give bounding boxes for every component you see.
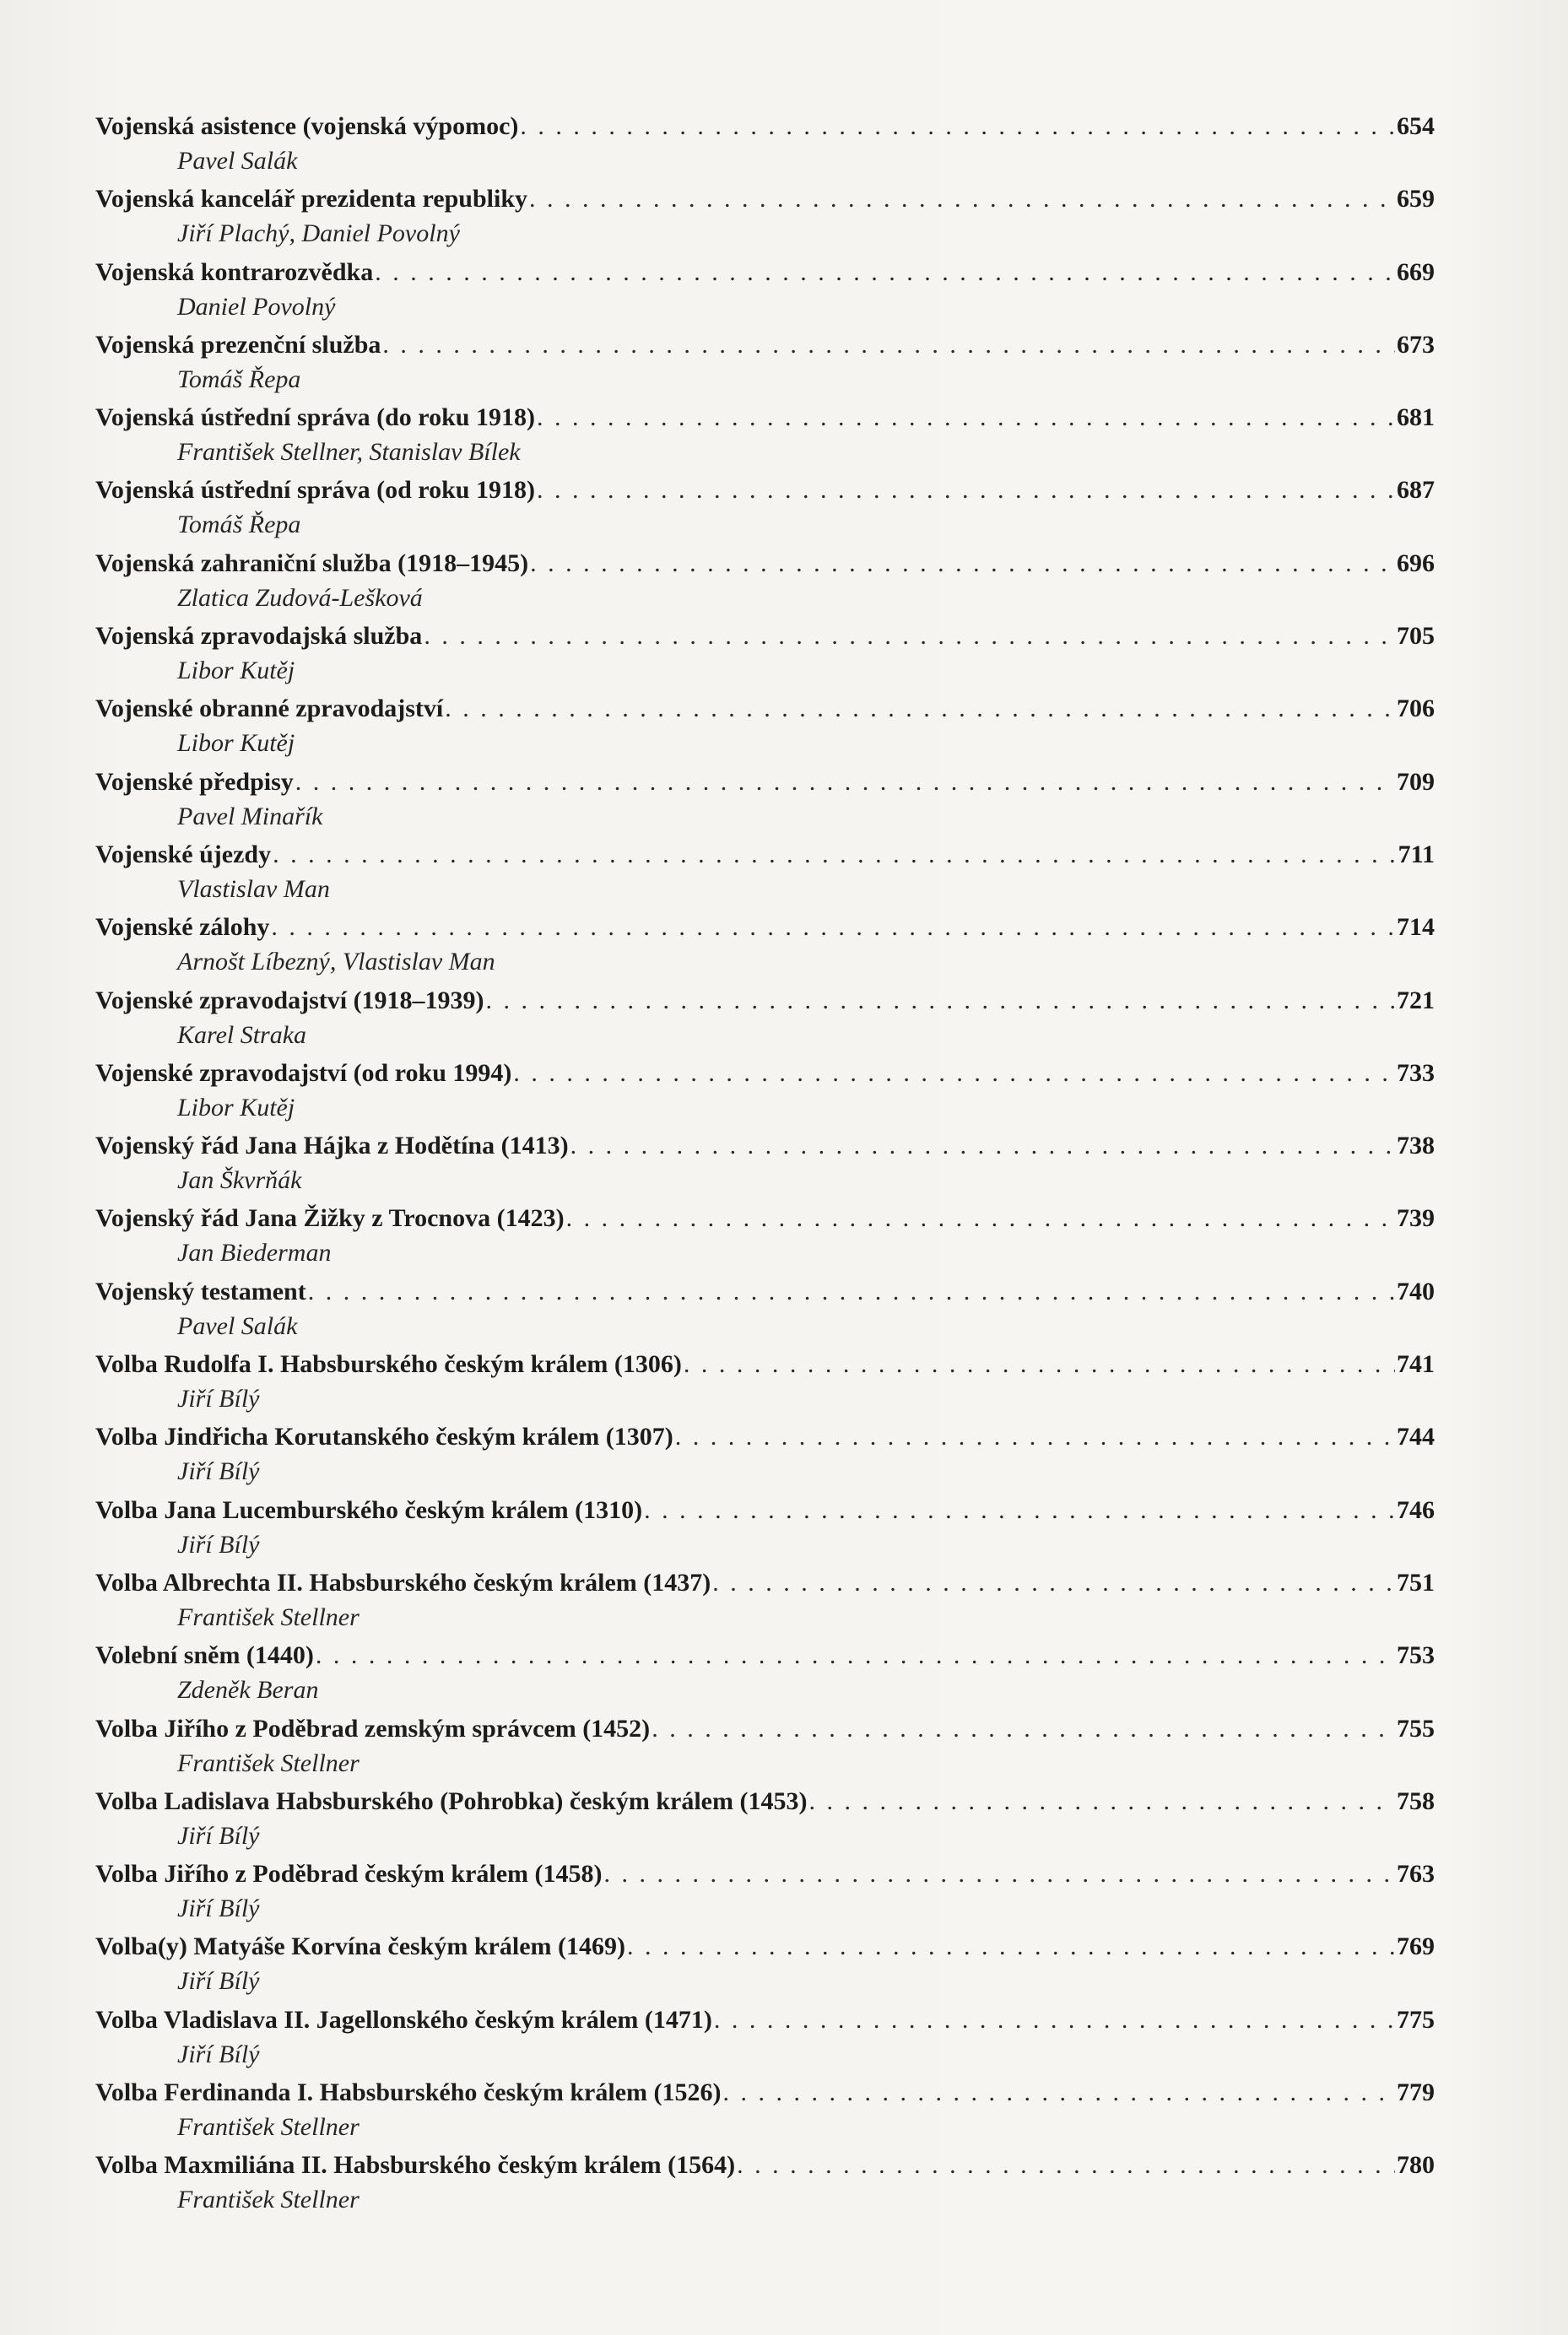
page-number: 739 xyxy=(1397,1204,1435,1233)
toc-entry xyxy=(95,1639,1435,1711)
page-number: 740 xyxy=(1397,1277,1435,1305)
toc-entry xyxy=(95,1566,1435,1639)
toc-entry-row xyxy=(95,1857,1435,1891)
toc-entry xyxy=(95,765,1435,838)
entry-title: Vojenský řád Jana Žižky z Trocnova (1423) xyxy=(95,1204,565,1233)
toc-entry xyxy=(95,2076,1435,2149)
leader-dots xyxy=(684,1348,1395,1381)
toc-entry xyxy=(95,182,1435,255)
entry-author: Daniel Povolný xyxy=(177,292,336,321)
entry-author: Tomáš Řepa xyxy=(177,365,301,393)
toc-entry-row xyxy=(95,765,1435,799)
page-number: 780 xyxy=(1397,2151,1435,2180)
toc-entry xyxy=(95,1712,1435,1785)
toc-entry-row xyxy=(95,911,1435,944)
entry-author: Libor Kutěj xyxy=(177,657,295,685)
toc-entry-row xyxy=(95,1202,1435,1235)
entry-author: Jiří Bílý xyxy=(177,1894,260,1923)
leader-dots xyxy=(737,2149,1395,2182)
entry-author: Libor Kutěj xyxy=(177,1093,295,1122)
entry-title: Vojenská prezenční služba xyxy=(95,330,381,359)
entry-title: Volba Vladislava II. Jagellonského českým králem (1471) xyxy=(95,2005,712,2034)
entry-author: František Stellner xyxy=(177,2113,360,2142)
entry-author: Jan Biederman xyxy=(177,1239,332,1267)
leader-dots xyxy=(604,1857,1395,1891)
entry-author: František Stellner xyxy=(177,2186,360,2214)
page-number: 741 xyxy=(1397,1350,1435,1379)
toc-entry xyxy=(95,1057,1435,1129)
entry-author: František Stellner, Stanislav Bílek xyxy=(177,438,521,467)
toc-entry-row xyxy=(95,1566,1435,1600)
entry-title: Vojenská kontrarozvědka xyxy=(95,257,374,286)
page-number: 751 xyxy=(1397,1568,1435,1597)
toc-entry xyxy=(95,1857,1435,1930)
page-number: 659 xyxy=(1397,185,1435,214)
entry-author: Jiří Bílý xyxy=(177,1385,260,1413)
leader-dots xyxy=(295,765,1395,799)
entry-author: Pavel Salák xyxy=(177,147,298,175)
toc-entry xyxy=(95,1420,1435,1493)
page-number: 669 xyxy=(1397,257,1435,286)
toc-entry xyxy=(95,110,1435,182)
entry-title: Vojenské újezdy xyxy=(95,840,272,868)
leader-dots xyxy=(308,1275,1395,1309)
toc-entry xyxy=(95,1348,1435,1420)
toc-entry-row xyxy=(95,182,1435,216)
entry-title: Vojenské zpravodajství (od roku 1994) xyxy=(95,1058,512,1087)
toc-entry xyxy=(95,984,1435,1057)
page-number: 721 xyxy=(1397,986,1435,1014)
page-number: 755 xyxy=(1397,1714,1435,1743)
toc-entry-row xyxy=(95,1930,1435,1964)
page-number: 705 xyxy=(1397,622,1435,651)
entry-title: Vojenská kancelář prezidenta republiky xyxy=(95,185,528,214)
entry-author: Jiří Bílý xyxy=(177,1967,260,1996)
leader-dots xyxy=(566,1202,1395,1235)
page-number: 687 xyxy=(1397,476,1435,505)
entry-author: Libor Kutěj xyxy=(177,729,295,758)
page-number: 711 xyxy=(1398,840,1435,868)
entry-title: Vojenská ústřední správa (od roku 1918) xyxy=(95,476,535,505)
leader-dots xyxy=(537,473,1395,507)
leader-dots xyxy=(273,838,1397,872)
table-of-contents xyxy=(95,110,1435,2222)
entry-author: Jiří Bílý xyxy=(177,1457,260,1486)
entry-title: Vojenská zahraniční služba (1918–1945) xyxy=(95,549,529,577)
leader-dots xyxy=(486,984,1395,1018)
leader-dots xyxy=(520,110,1395,143)
entry-author: Arnošt Líbezný, Vlastislav Man xyxy=(177,948,495,976)
entry-title: Vojenské předpisy xyxy=(95,767,294,796)
leader-dots xyxy=(644,1494,1395,1527)
entry-title: Volba Jiřího z Poděbrad českým králem (1458) xyxy=(95,1860,603,1889)
toc-entry xyxy=(95,1494,1435,1566)
leader-dots xyxy=(714,2003,1395,2037)
leader-dots xyxy=(529,182,1395,216)
toc-entry xyxy=(95,1785,1435,1857)
toc-entry-row xyxy=(95,1420,1435,1454)
page-number: 714 xyxy=(1397,913,1435,942)
page-number: 746 xyxy=(1397,1495,1435,1524)
toc-entry-row xyxy=(95,2076,1435,2110)
toc-entry xyxy=(95,256,1435,328)
page-number: 673 xyxy=(1397,330,1435,359)
page-number: 681 xyxy=(1397,403,1435,432)
toc-entry-row xyxy=(95,692,1435,726)
leader-dots xyxy=(652,1712,1395,1746)
leader-dots xyxy=(513,1057,1395,1090)
toc-entry xyxy=(95,1930,1435,2003)
page-number: 733 xyxy=(1397,1058,1435,1087)
leader-dots xyxy=(445,692,1395,726)
toc-entry-row xyxy=(95,838,1435,872)
leader-dots xyxy=(627,1930,1395,1964)
entry-author: Jan Škvrňák xyxy=(177,1166,302,1195)
toc-entry xyxy=(95,692,1435,765)
toc-entry xyxy=(95,547,1435,619)
entry-title: Vojenský testament xyxy=(95,1277,306,1305)
page-number: 779 xyxy=(1397,2078,1435,2107)
entry-author: Jiří Bílý xyxy=(177,2040,260,2068)
entry-title: Volba Ladislava Habsburského (Pohrobka) českým králem (1453) xyxy=(95,1786,808,1815)
page-number: 753 xyxy=(1397,1641,1435,1670)
toc-entry-row xyxy=(95,401,1435,435)
page-number: 763 xyxy=(1397,1860,1435,1889)
entry-title: Vojenská asistence (vojenská výpomoc) xyxy=(95,112,519,140)
entry-author: Jiří Bílý xyxy=(177,1530,260,1559)
leader-dots xyxy=(424,619,1395,653)
toc-entry-row xyxy=(95,2149,1435,2182)
toc-entry-row xyxy=(95,256,1435,289)
toc-entry xyxy=(95,473,1435,546)
entry-title: Vojenská ústřední správa (do roku 1918) xyxy=(95,403,535,432)
entry-title: Vojenské zpravodajství (1918–1939) xyxy=(95,986,484,1014)
toc-entry-row xyxy=(95,1639,1435,1673)
toc-entry-row xyxy=(95,2003,1435,2037)
leader-dots xyxy=(530,547,1395,581)
toc-entry-row xyxy=(95,1494,1435,1527)
toc-entry-row xyxy=(95,984,1435,1018)
entry-title: Vojenské zálohy xyxy=(95,913,270,942)
entry-title: Volba Albrechta II. Habsburského českým králem (1437) xyxy=(95,1568,711,1597)
toc-entry xyxy=(95,1129,1435,1202)
entry-title: Volební sněm (1440) xyxy=(95,1641,314,1670)
entry-title: Volba(y) Matyáše Korvína českým králem (1469) xyxy=(95,1932,625,1961)
leader-dots xyxy=(382,328,1395,362)
toc-entry-row xyxy=(95,1129,1435,1163)
page-number: 696 xyxy=(1397,549,1435,577)
entry-title: Volba Maxmiliána II. Habsburského českým králem (1564) xyxy=(95,2151,736,2180)
entry-author: Zlatica Zudová-Lešková xyxy=(177,583,423,612)
entry-author: František Stellner xyxy=(177,1749,360,1777)
entry-title: Volba Jindřicha Korutanského českým králem (1307) xyxy=(95,1423,673,1451)
toc-entry xyxy=(95,619,1435,692)
toc-entry xyxy=(95,401,1435,473)
leader-dots xyxy=(722,2076,1395,2110)
entry-author: Tomáš Řepa xyxy=(177,511,301,539)
toc-entry-row xyxy=(95,619,1435,653)
toc-entry xyxy=(95,2149,1435,2221)
toc-entry xyxy=(95,838,1435,911)
leader-dots xyxy=(675,1420,1395,1454)
entry-title: Volba Ferdinanda I. Habsburského českým králem (1526) xyxy=(95,2078,722,2107)
leader-dots xyxy=(316,1639,1395,1673)
leader-dots xyxy=(808,1785,1395,1819)
toc-entry-row xyxy=(95,547,1435,581)
toc-entry-row xyxy=(95,1057,1435,1090)
page-number: 758 xyxy=(1397,1786,1435,1815)
page-number: 709 xyxy=(1397,767,1435,796)
leader-dots xyxy=(271,911,1395,944)
toc-entry-row xyxy=(95,1275,1435,1309)
leader-dots xyxy=(537,401,1395,435)
entry-author: Zdeněk Beran xyxy=(177,1676,319,1705)
entry-title: Vojenský řád Jana Hájka z Hodětína (1413) xyxy=(95,1132,569,1160)
page-number: 775 xyxy=(1397,2005,1435,2034)
toc-entry-row xyxy=(95,1785,1435,1819)
entry-title: Volba Jana Lucemburského českým králem (1310) xyxy=(95,1495,643,1524)
entry-title: Volba Rudolfa I. Habsburského českým králem (1306) xyxy=(95,1350,682,1379)
toc-entry xyxy=(95,1275,1435,1348)
page-number: 706 xyxy=(1397,695,1435,723)
toc-entry xyxy=(95,328,1435,401)
entry-title: Volba Jiřího z Poděbrad zemským správcem (1452) xyxy=(95,1714,651,1743)
entry-author: Karel Straka xyxy=(177,1020,307,1049)
entry-author: Jiří Bílý xyxy=(177,1821,260,1850)
entry-author: František Stellner xyxy=(177,1603,360,1631)
page-number: 744 xyxy=(1397,1423,1435,1451)
toc-entry-row xyxy=(95,1712,1435,1746)
page-number: 654 xyxy=(1397,112,1435,140)
page-number: 769 xyxy=(1397,1932,1435,1961)
entry-title: Vojenská zpravodajská služba xyxy=(95,622,423,651)
toc-entry xyxy=(95,911,1435,983)
toc-entry-row xyxy=(95,110,1435,143)
entry-author: Pavel Minařík xyxy=(177,802,323,830)
page-number: 738 xyxy=(1397,1132,1435,1160)
toc-entry xyxy=(95,2003,1435,2076)
entry-title: Vojenské obranné zpravodajství xyxy=(95,695,444,723)
leader-dots xyxy=(375,256,1395,289)
leader-dots xyxy=(712,1566,1395,1600)
entry-author: Vlastislav Man xyxy=(177,874,330,903)
toc-entry-row xyxy=(95,1348,1435,1381)
toc-entry xyxy=(95,1202,1435,1274)
entry-author: Jiří Plachý, Daniel Povolný xyxy=(177,219,460,248)
leader-dots xyxy=(570,1129,1395,1163)
toc-entry-row xyxy=(95,328,1435,362)
toc-entry-row xyxy=(95,473,1435,507)
entry-author: Pavel Salák xyxy=(177,1311,298,1340)
